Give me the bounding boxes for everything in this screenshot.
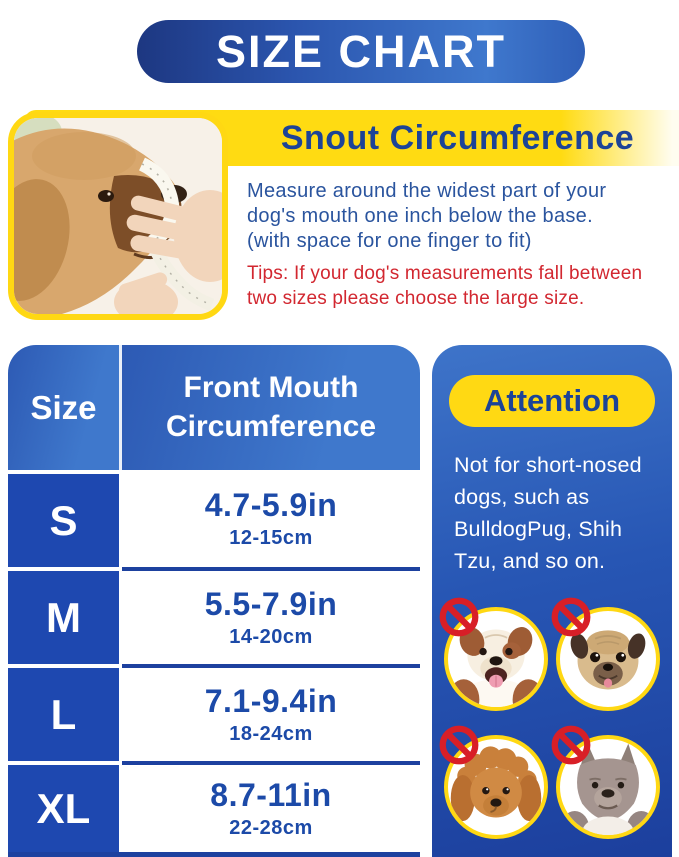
cm-value: 18-24cm — [229, 723, 313, 745]
table-row-xl-value — [122, 761, 420, 852]
inches-value: 5.5-7.9in — [204, 586, 338, 622]
prohibited-dogs-grid — [444, 607, 660, 839]
tips-line: Tips: If your dog's measurements fall between — [247, 263, 643, 284]
size-label-l: L — [8, 664, 122, 761]
prohibition-icon — [438, 724, 480, 766]
attention-panel — [432, 345, 672, 857]
table-row-l-value — [122, 664, 420, 761]
inches-value: 4.7-5.9in — [204, 487, 338, 523]
table-row-divider — [8, 852, 420, 857]
size-label-s: S — [8, 470, 122, 567]
attention-line: Tzu, and so on. — [454, 549, 606, 573]
prohibited-dog-poodle — [444, 735, 548, 839]
dog-measuring-illustration — [14, 118, 222, 314]
size-chart-banner — [137, 20, 585, 83]
prohibited-dog-pitbull — [556, 735, 660, 839]
attention-badge: Attention — [449, 375, 655, 427]
attention-line: dogs, such as — [454, 485, 590, 509]
prohibition-icon — [550, 596, 592, 638]
snout-measuring-photo — [8, 112, 228, 320]
cm-value: 12-15cm — [229, 527, 313, 549]
prohibition-icon — [438, 596, 480, 638]
cm-value: 22-28cm — [229, 817, 313, 839]
circumference-column-header: Front Mouth Circumference — [122, 345, 420, 470]
size-label-m: M — [8, 567, 122, 664]
prohibition-icon — [550, 724, 592, 766]
table-row-m-value — [122, 567, 420, 664]
table-row-s-value — [122, 470, 420, 567]
snout-section-heading: Snout Circumference — [280, 118, 635, 157]
cm-value: 14-20cm — [229, 626, 313, 648]
description-line: Measure around the widest part of your — [247, 180, 607, 202]
size-table — [8, 345, 420, 857]
attention-line: BulldogPug, Shih — [454, 517, 623, 541]
attention-line: Not for short-nosed — [454, 453, 642, 477]
size-column-header: Size — [8, 345, 122, 470]
page-title: SIZE CHART — [216, 25, 506, 77]
description-line: dog's mouth one inch below the base. — [247, 205, 593, 227]
prohibited-dog-bulldog — [444, 607, 548, 711]
inches-value: 7.1-9.4in — [204, 683, 338, 719]
tips-line: two sizes please choose the large size. — [247, 288, 585, 309]
description-line: (with space for one finger to fit) — [247, 230, 532, 252]
size-label-xl: XL — [8, 761, 122, 852]
sizing-tips — [247, 261, 679, 311]
snout-description — [247, 179, 679, 254]
prohibited-dog-pug — [556, 607, 660, 711]
attention-text — [432, 427, 672, 577]
inches-value: 8.7-11in — [210, 777, 332, 813]
